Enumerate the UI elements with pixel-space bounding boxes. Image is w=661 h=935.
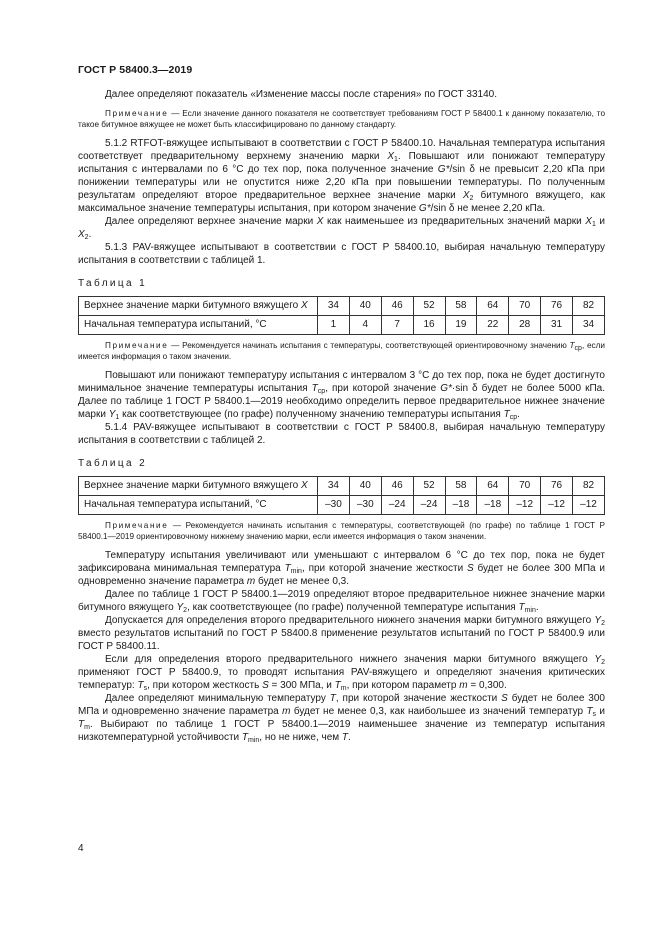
paragraph-upper-value: Далее определяют верхнее значение марки X как наименьшее из предварительных значений марки $X_1$ и $X_2$. [78,216,605,241]
table-cell: –30 [318,496,350,515]
table-cell: –12 [573,496,605,515]
table-cell: –24 [381,496,413,515]
table-cell: 52 [413,477,445,496]
table-cell: 76 [541,477,573,496]
table-cell: 82 [573,297,605,316]
paragraph-second-lower: Далее по таблице 1 ГОСТ Р 58400.1—2019 определяют второе предварительное нижнее значение марки битумного вяжущего $Y_2$, как соответствующее (по графе) полученной температуре испытания $T_{min}$. [78,589,605,614]
table-cell: –18 [445,496,477,515]
table-row-label: Начальная температура испытаний, °С [79,496,318,515]
table-cell: 76 [541,297,573,316]
paragraph-mass-change: Далее определяют показатель «Изменение массы после старения» по ГОСТ 33140. [105,89,497,100]
table-cell: 34 [573,316,605,335]
page-number: 4 [78,843,84,854]
table-cell: 7 [381,316,413,335]
table-2 [78,476,605,515]
table-cell: 46 [381,477,413,496]
table-row-label: Верхнее значение марки битумного вяжущего X [79,477,318,496]
table-cell: 16 [413,316,445,335]
note-2: Примечание — Рекомендуется начинать испытания с температуры, соответствующей ориентировочному значению $T_{ср}$, если имеется информация о таком значении. [78,341,605,361]
table-cell: 64 [477,297,509,316]
table-cell: 70 [509,477,541,496]
table-2-caption: Таблица 2 [78,458,148,469]
table-cell: 46 [381,297,413,316]
table-row [79,297,605,316]
document-header: ГОСТ Р 58400.3—2019 [78,64,193,76]
table-row-label: Верхнее значение марки битумного вяжущего X [79,297,318,316]
table-1 [78,296,605,335]
table-row [79,316,605,335]
table-1-caption: Таблица 1 [78,278,148,289]
paragraph-min-temperature: Далее определяют минимальную температуру T, при которой значение жесткости S будет не более 300 МПа и одновременно значение параметра m будет не менее 0,3, как наибольшее из значений температур $T_s$ и $T_m$. Выбирают по таблице 1 ГОСТ Р 58400.1—2019 наименьшее значение из температур испытания низкотемпературной устойчивости $T_{min}$, но не ниже, чем T. [78,693,606,744]
table-cell: 34 [318,477,350,496]
table-row [79,496,605,515]
section-5-1-3: 5.1.3 PAV-вяжущее испытывают в соответствии с ГОСТ Р 58400.10, выбирая начальную температуру испытания в соответствии с таблицей 1. [78,242,605,266]
table-cell: –18 [477,496,509,515]
table-cell: 28 [509,316,541,335]
table-cell: –30 [349,496,381,515]
table-row [79,477,605,496]
note-1: Примечание — Если значение данного показателя не соответствует требованиям ГОСТ Р 58400.1 к данному показателю, то такое битумное вяжущее не может быть классифицировано по данному стандарту. [78,109,605,129]
table-cell: 40 [349,297,381,316]
table-cell: 64 [477,477,509,496]
table-cell: 31 [541,316,573,335]
table-cell: –12 [541,496,573,515]
paragraph-test-temperature: Температуру испытания увеличивают или уменьшают с интервалом 6 °С до тех пор, пока не будет зафиксирована минимальная температура $T_{min}$, при которой значение жесткости S будет не более 300 МПа и одновременно значение параметра m будет не менее 0,3. [78,550,605,587]
table-cell: –12 [509,496,541,515]
note-lead: Примечание [105,109,169,118]
table-row-label: Начальная температура испытаний, °С [79,316,318,335]
paragraph-allowed: Допускается для определения второго предварительного нижнего значения марки битумного вяжущего $Y_2$ вместо результатов испытаний по ГОСТ Р 58400.8 применение результатов испытаний по ГОСТ Р 58400.9 или ГОСТ Р 58400.11. [78,615,605,652]
table-cell: 52 [413,297,445,316]
table-cell: 70 [509,297,541,316]
table-cell: 1 [318,316,350,335]
paragraph-if-used: Если для определения второго предварительного нижнего значения марки битумного вяжущего $Y_2$ применяют ГОСТ Р 58400.9, то проводят испытания PAV-вяжущего и определяют значения критических температур: $T_s$, при котором жесткость S = 300 МПа, и $T_m$, при котором параметр m = 0,300. [78,654,605,692]
table-cell: 22 [477,316,509,335]
document-body [78,88,605,744]
table-cell: 58 [445,477,477,496]
table-cell: –24 [413,496,445,515]
table-cell: 82 [573,477,605,496]
section-5-1-2: 5.1.2 RTFOT-вяжущее испытывают в соответствии с ГОСТ Р 58400.10. Начальная температура испытания соответствует предварительному верхнему значению марки $X_1$. Повышают или понижают температуру испытания с интервалами по 6 °С до тех пор, пока полученное значение G*/sin δ не превысит 2,20 кПа при понижении температуры или не опустится ниже 2,20 кПа при повышении температуры. По полученным результатам определяют второе предварительное верхнее значение марки $X_2$ битумного вяжущего, как максимальное значение температуры испытания, при котором значение G*/sin δ не менее 2,20 кПа. [78,138,606,214]
section-5-1-4: 5.1.4 PAV-вяжущее испытывают в соответствии с ГОСТ Р 58400.8, выбирая начальную температуру испытания в соответствии с таблицей 2. [78,422,605,446]
paragraph-raise-lower: Повышают или понижают температуру испытания с интервалом 3 °С до тех пор, пока не будет достигнуто минимальное значение температуры испытания $T_{ср}$, при которой значение G*·sin δ будет не более 5000 кПа. Далее по таблице 1 ГОСТ Р 58400.1—2019 необходимо определить первое предварительное нижнее значение марки $Y_1$ как соответствующее (по графе) полученному значению температуры испытания $T_{ср}$. [78,370,605,421]
table-cell: 19 [445,316,477,335]
table-cell: 40 [349,477,381,496]
table-cell: 58 [445,297,477,316]
table-cell: 4 [349,316,381,335]
note-3: Примечание — Рекомендуется начинать испытания с температуры, соответствующей (по графе) по таблице 1 ГОСТ Р 58400.1—2019 ориентировочному нижнему значению марки, если имеется информация о таком значении. [78,521,605,541]
table-cell: 34 [318,297,350,316]
